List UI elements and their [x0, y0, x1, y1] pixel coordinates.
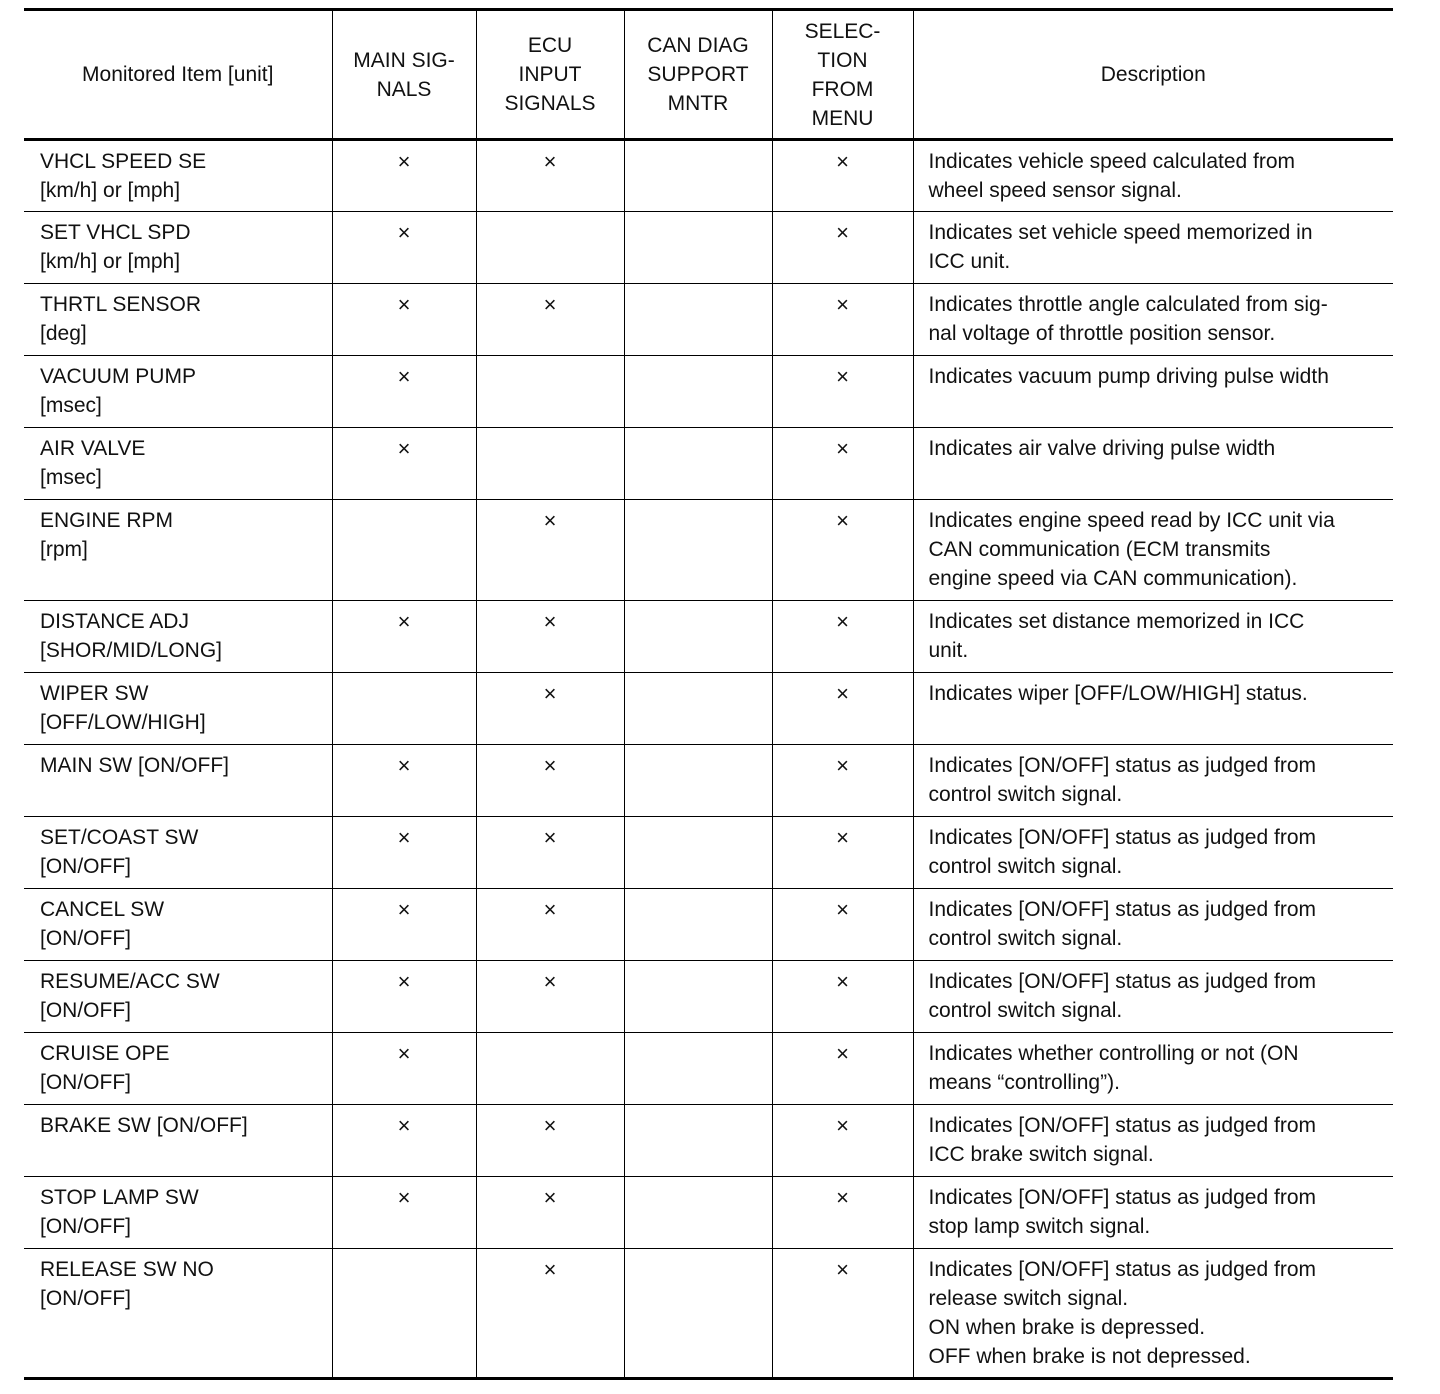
- ecu-input-signals-cell: [476, 356, 624, 428]
- main-signals-cell: [332, 889, 476, 961]
- table-row: [24, 1105, 1393, 1177]
- monitored-item-cell: [24, 817, 332, 889]
- header-can-diag-support-mntr: CAN DIAG SUPPORT MNTR: [624, 10, 772, 140]
- main-signals-cell: [332, 356, 476, 428]
- can-diag-support-cell-text: [625, 284, 772, 290]
- can-diag-support-cell: [624, 428, 772, 500]
- main-signals-cell-text: ×: [397, 220, 411, 245]
- can-diag-support-cell-text: [625, 889, 772, 895]
- ecu-input-signals-cell: [476, 817, 624, 889]
- table-row: [24, 284, 1393, 356]
- selection-from-menu-cell-text: ×: [836, 1185, 849, 1210]
- monitored-item-cell: [24, 889, 332, 961]
- ecu-input-signals-cell: [476, 500, 624, 601]
- main-signals-cell-text: ×: [397, 969, 411, 994]
- main-signals-cell-text: ×: [397, 753, 411, 778]
- table-row: [24, 889, 1393, 961]
- header-description: Description: [913, 10, 1393, 140]
- can-diag-support-cell: [624, 1105, 772, 1177]
- main-signals-cell: [332, 601, 476, 673]
- ecu-input-signals-cell: [476, 284, 624, 356]
- ecu-input-signals-cell: [476, 212, 624, 284]
- table-row: [24, 673, 1393, 745]
- table-row: [24, 428, 1393, 500]
- description-cell: [913, 284, 1393, 356]
- selection-from-menu-cell-text: ×: [836, 364, 849, 389]
- description-cell: [913, 745, 1393, 817]
- ecu-input-signals-cell: [476, 428, 624, 500]
- can-diag-support-cell: [624, 745, 772, 817]
- selection-from-menu-cell-text: ×: [836, 436, 849, 461]
- ecu-input-signals-cell-text: ×: [543, 292, 557, 317]
- selection-from-menu-cell-text: ×: [836, 1113, 849, 1138]
- selection-from-menu-cell: [772, 428, 913, 500]
- monitored-item-cell: [24, 601, 332, 673]
- main-signals-cell-text: ×: [397, 897, 411, 922]
- selection-from-menu-cell-text: ×: [836, 149, 849, 174]
- ecu-input-signals-cell-text: [477, 428, 624, 434]
- can-diag-support-cell-text: [625, 428, 772, 434]
- monitored-item-cell: [24, 356, 332, 428]
- ecu-input-signals-cell-text: ×: [543, 1257, 557, 1282]
- description-cell: [913, 1105, 1393, 1177]
- can-diag-support-cell-text: [625, 745, 772, 751]
- table-row: [24, 961, 1393, 1033]
- can-diag-support-cell: [624, 500, 772, 601]
- ecu-input-signals-cell-text: ×: [543, 753, 557, 778]
- can-diag-support-cell-text: [625, 961, 772, 967]
- monitored-item-cell: [24, 1033, 332, 1105]
- description-cell-text: Indicates throttle angle calculated from sig- nal voltage of throttle position sensor.: [928, 293, 1328, 345]
- can-diag-support-cell: [624, 212, 772, 284]
- ecu-input-signals-cell-text: ×: [543, 897, 557, 922]
- main-signals-cell: [332, 428, 476, 500]
- selection-from-menu-cell: [772, 673, 913, 745]
- ecu-input-signals-cell-text: ×: [543, 609, 557, 634]
- table-row: [24, 1249, 1393, 1379]
- table-row: [24, 601, 1393, 673]
- selection-from-menu-cell: [772, 1033, 913, 1105]
- monitored-item-cell: [24, 673, 332, 745]
- can-diag-support-cell: [624, 817, 772, 889]
- can-diag-support-cell-text: [625, 500, 772, 506]
- description-cell-text: Indicates [ON/OFF] status as judged from control switch signal.: [928, 826, 1316, 878]
- can-diag-support-cell: [624, 961, 772, 1033]
- can-diag-support-cell: [624, 284, 772, 356]
- selection-from-menu-cell-text: ×: [836, 609, 849, 634]
- monitored-item-cell-text: VHCL SPEED SE [km/h] or [mph]: [40, 150, 207, 202]
- main-signals-cell: [332, 140, 476, 212]
- description-cell-text: Indicates wiper [OFF/LOW/HIGH] status.: [928, 682, 1308, 705]
- main-signals-cell-text: ×: [397, 609, 411, 634]
- header-ecu-input-signals: ECU INPUT SIGNALS: [476, 10, 624, 140]
- ecu-input-signals-cell: [476, 140, 624, 212]
- monitor-item-table: [24, 8, 1393, 1380]
- ecu-input-signals-cell-text: [477, 212, 624, 218]
- can-diag-support-cell-text: [625, 817, 772, 823]
- can-diag-support-cell-text: [625, 1249, 772, 1255]
- ecu-input-signals-cell-text: [477, 356, 624, 362]
- ecu-input-signals-cell-text: ×: [543, 681, 557, 706]
- description-cell-text: Indicates [ON/OFF] status as judged from stop lamp switch signal.: [928, 1186, 1316, 1238]
- selection-from-menu-cell: [772, 500, 913, 601]
- ecu-input-signals-cell: [476, 745, 624, 817]
- description-cell: [913, 1249, 1393, 1379]
- monitored-item-cell-text: MAIN SW [ON/OFF]: [40, 754, 229, 777]
- monitored-item-cell-text: AIR VALVE [msec]: [40, 437, 146, 489]
- description-cell-text: Indicates [ON/OFF] status as judged from release switch signal. ON when brake is depressed. OFF when brake is not depressed.: [928, 1258, 1316, 1368]
- table-row: [24, 356, 1393, 428]
- description-cell-text: Indicates vacuum pump driving pulse width: [928, 365, 1329, 388]
- description-cell: [913, 212, 1393, 284]
- main-signals-cell-text: ×: [397, 1185, 411, 1210]
- description-cell: [913, 1033, 1393, 1105]
- monitored-item-cell-text: SET/COAST SW [ON/OFF]: [40, 826, 199, 878]
- main-signals-cell-text: ×: [397, 825, 411, 850]
- ecu-input-signals-cell-text: ×: [543, 149, 557, 174]
- header-selection-from-menu: SELEC- TION FROM MENU: [772, 10, 913, 140]
- ecu-input-signals-cell-text: ×: [543, 969, 557, 994]
- description-cell: [913, 1177, 1393, 1249]
- monitored-item-cell-text: WIPER SW [OFF/LOW/HIGH]: [40, 682, 206, 734]
- table-row: [24, 500, 1393, 601]
- description-cell-text: Indicates [ON/OFF] status as judged from ICC brake switch signal.: [928, 1114, 1316, 1166]
- monitored-item-cell-text: CRUISE OPE [ON/OFF]: [40, 1042, 170, 1094]
- main-signals-cell: [332, 817, 476, 889]
- main-signals-cell-text: ×: [397, 436, 411, 461]
- can-diag-support-cell: [624, 140, 772, 212]
- ecu-input-signals-cell: [476, 673, 624, 745]
- selection-from-menu-cell-text: ×: [836, 1041, 849, 1066]
- selection-from-menu-cell-text: ×: [836, 508, 849, 533]
- table-body: [24, 140, 1393, 1379]
- selection-from-menu-cell: [772, 1249, 913, 1379]
- ecu-input-signals-cell-text: [477, 1033, 624, 1039]
- header-monitored-item: Monitored Item [unit]: [24, 10, 332, 140]
- monitored-item-cell: [24, 500, 332, 601]
- ecu-input-signals-cell-text: ×: [543, 825, 557, 850]
- main-signals-cell-text: ×: [397, 1041, 411, 1066]
- description-cell-text: Indicates [ON/OFF] status as judged from control switch signal.: [928, 754, 1316, 806]
- description-cell: [913, 500, 1393, 601]
- main-signals-cell-text: [333, 500, 476, 506]
- ecu-input-signals-cell-text: ×: [543, 1185, 557, 1210]
- main-signals-cell-text: ×: [397, 149, 411, 174]
- monitored-item-cell: [24, 961, 332, 1033]
- monitored-item-cell-text: SET VHCL SPD [km/h] or [mph]: [40, 221, 191, 273]
- can-diag-support-cell-text: [625, 356, 772, 362]
- main-signals-cell: [332, 1249, 476, 1379]
- description-cell: [913, 817, 1393, 889]
- selection-from-menu-cell: [772, 817, 913, 889]
- main-signals-cell: [332, 284, 476, 356]
- selection-from-menu-cell-text: ×: [836, 897, 849, 922]
- selection-from-menu-cell: [772, 961, 913, 1033]
- can-diag-support-cell: [624, 1033, 772, 1105]
- can-diag-support-cell-text: [625, 212, 772, 218]
- monitored-item-cell: [24, 1249, 332, 1379]
- description-cell-text: Indicates [ON/OFF] status as judged from control switch signal.: [928, 970, 1316, 1022]
- monitored-item-cell-text: RELEASE SW NO [ON/OFF]: [40, 1258, 214, 1310]
- description-cell-text: Indicates [ON/OFF] status as judged from control switch signal.: [928, 898, 1316, 950]
- ecu-input-signals-cell: [476, 961, 624, 1033]
- ecu-input-signals-cell: [476, 1033, 624, 1105]
- main-signals-cell: [332, 500, 476, 601]
- monitored-item-cell-text: DISTANCE ADJ [SHOR/MID/LONG]: [40, 610, 223, 662]
- ecu-input-signals-cell: [476, 1177, 624, 1249]
- main-signals-cell: [332, 745, 476, 817]
- description-cell: [913, 889, 1393, 961]
- monitored-item-cell-text: STOP LAMP SW [ON/OFF]: [40, 1186, 199, 1238]
- can-diag-support-cell: [624, 1177, 772, 1249]
- description-cell-text: Indicates air valve driving pulse width: [928, 437, 1276, 460]
- monitored-item-cell: [24, 212, 332, 284]
- monitored-item-cell: [24, 140, 332, 212]
- table-row: [24, 1033, 1393, 1105]
- can-diag-support-cell-text: [625, 1177, 772, 1183]
- can-diag-support-cell: [624, 889, 772, 961]
- selection-from-menu-cell-text: ×: [836, 1257, 849, 1282]
- monitored-item-cell: [24, 284, 332, 356]
- table-row: [24, 745, 1393, 817]
- main-signals-cell-text: ×: [397, 364, 411, 389]
- monitored-item-cell-text: THRTL SENSOR [deg]: [40, 293, 202, 345]
- can-diag-support-cell: [624, 356, 772, 428]
- selection-from-menu-cell: [772, 745, 913, 817]
- monitored-item-cell-text: CANCEL SW [ON/OFF]: [40, 898, 165, 950]
- description-cell-text: Indicates whether controlling or not (ON means “controlling”).: [928, 1042, 1299, 1094]
- selection-from-menu-cell: [772, 889, 913, 961]
- description-cell: [913, 673, 1393, 745]
- can-diag-support-cell: [624, 673, 772, 745]
- main-signals-cell-text: [333, 1249, 476, 1255]
- description-cell: [913, 428, 1393, 500]
- description-cell-text: Indicates set distance memorized in ICC unit.: [928, 610, 1305, 662]
- ecu-input-signals-cell-text: ×: [543, 508, 557, 533]
- main-signals-cell: [332, 1177, 476, 1249]
- table-row: [24, 212, 1393, 284]
- can-diag-support-cell-text: [625, 1033, 772, 1039]
- description-cell: [913, 961, 1393, 1033]
- monitored-item-cell-text: VACUUM PUMP [msec]: [40, 365, 196, 417]
- table-row: [24, 140, 1393, 212]
- main-signals-cell-text: [333, 673, 476, 679]
- ecu-input-signals-cell: [476, 889, 624, 961]
- table-row: [24, 817, 1393, 889]
- selection-from-menu-cell-text: ×: [836, 292, 849, 317]
- main-signals-cell: [332, 673, 476, 745]
- description-cell: [913, 356, 1393, 428]
- selection-from-menu-cell: [772, 140, 913, 212]
- description-cell-text: Indicates engine speed read by ICC unit via CAN communication (ECM transmits engine speed via CAN communication).: [928, 509, 1335, 590]
- selection-from-menu-cell-text: ×: [836, 220, 849, 245]
- selection-from-menu-cell-text: ×: [836, 753, 849, 778]
- monitored-item-cell-text: ENGINE RPM [rpm]: [40, 509, 174, 561]
- description-cell-text: Indicates vehicle speed calculated from wheel speed sensor signal.: [928, 150, 1296, 202]
- can-diag-support-cell-text: [625, 673, 772, 679]
- header-main-signals: MAIN SIG- NALS: [332, 10, 476, 140]
- ecu-input-signals-cell-text: ×: [543, 1113, 557, 1138]
- ecu-input-signals-cell: [476, 601, 624, 673]
- selection-from-menu-cell-text: ×: [836, 825, 849, 850]
- monitored-item-cell: [24, 1177, 332, 1249]
- can-diag-support-cell: [624, 601, 772, 673]
- selection-from-menu-cell: [772, 356, 913, 428]
- monitored-item-cell-text: BRAKE SW [ON/OFF]: [40, 1114, 248, 1137]
- monitored-item-cell: [24, 745, 332, 817]
- description-cell-text: Indicates set vehicle speed memorized in ICC unit.: [928, 221, 1313, 273]
- selection-from-menu-cell: [772, 284, 913, 356]
- selection-from-menu-cell: [772, 1105, 913, 1177]
- main-signals-cell-text: ×: [397, 292, 411, 317]
- description-cell: [913, 140, 1393, 212]
- main-signals-cell: [332, 212, 476, 284]
- main-signals-cell-text: ×: [397, 1113, 411, 1138]
- table-header-row: [24, 10, 1393, 140]
- main-signals-cell: [332, 961, 476, 1033]
- ecu-input-signals-cell: [476, 1105, 624, 1177]
- ecu-input-signals-cell: [476, 1249, 624, 1379]
- can-diag-support-cell-text: [625, 141, 772, 147]
- selection-from-menu-cell: [772, 1177, 913, 1249]
- can-diag-support-cell: [624, 1249, 772, 1379]
- monitored-item-cell-text: RESUME/ACC SW [ON/OFF]: [40, 970, 220, 1022]
- monitored-item-cell: [24, 428, 332, 500]
- selection-from-menu-cell-text: ×: [836, 681, 849, 706]
- can-diag-support-cell-text: [625, 601, 772, 607]
- description-cell: [913, 601, 1393, 673]
- selection-from-menu-cell: [772, 601, 913, 673]
- selection-from-menu-cell: [772, 212, 913, 284]
- can-diag-support-cell-text: [625, 1105, 772, 1111]
- main-signals-cell: [332, 1105, 476, 1177]
- table-row: [24, 1177, 1393, 1249]
- selection-from-menu-cell-text: ×: [836, 969, 849, 994]
- main-signals-cell: [332, 1033, 476, 1105]
- monitored-item-cell: [24, 1105, 332, 1177]
